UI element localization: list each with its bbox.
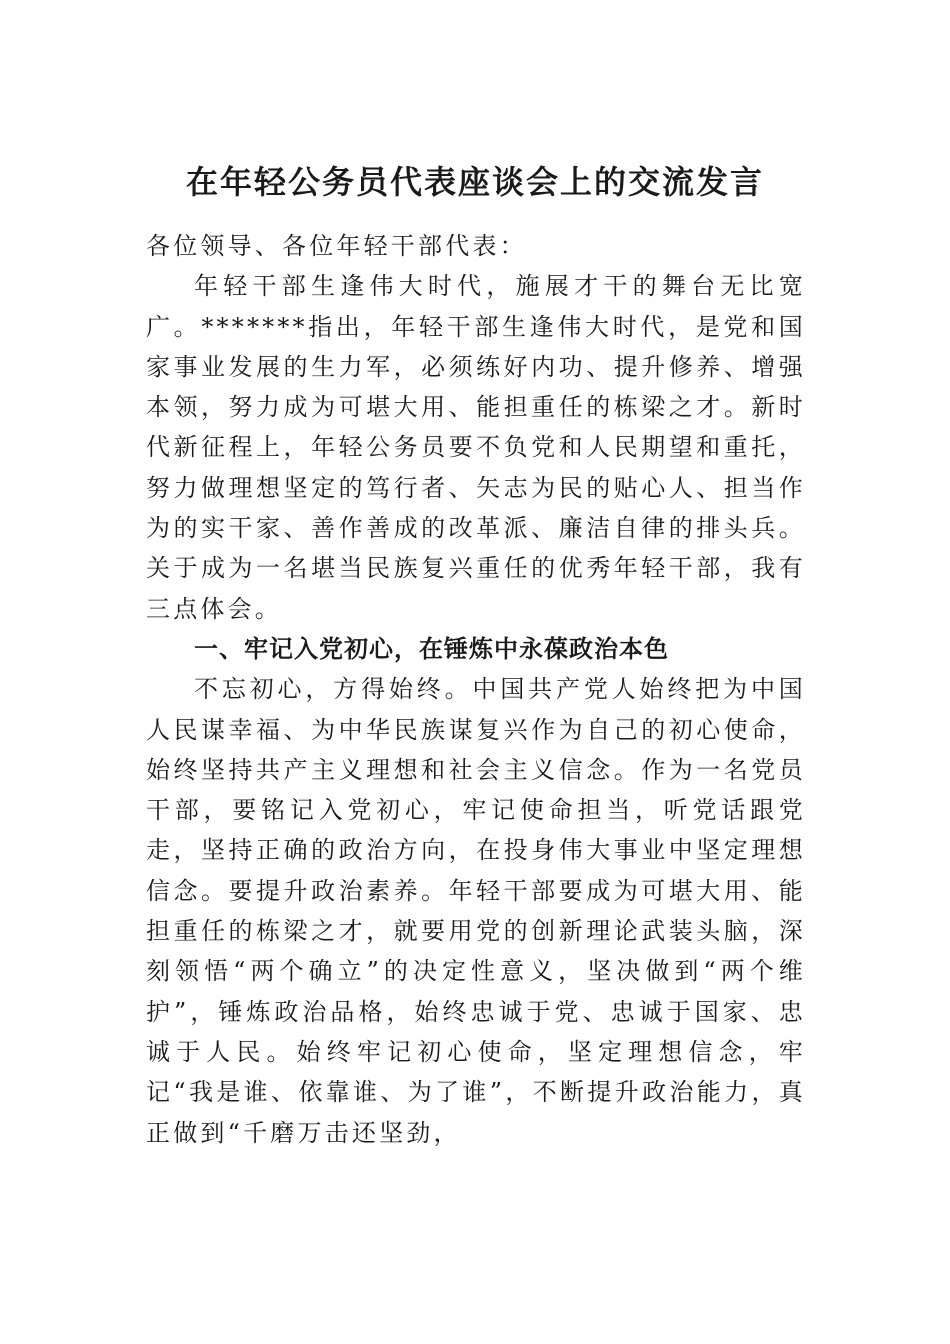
paragraph-section-1: 不忘初心，方得始终。中国共产党人始终把为中国人民谋幸福、为中华民族谋复兴作为自己的初心使命，始终坚持共产主义理想和社会主义信念。作为一名党员干部，要铭记入党初心，牢记使命担当，听党话跟党走，坚持正确的政治方向，在投身伟大事业中坚定理想信念。要提升政治素养。年轻干部要成为可堪大用、能担重任的栋梁之才，就要用党的创新理论武装头脑，深刻领悟“两个确立”的决定性意义，坚决做到“两个维护”，锤炼政治品格，始终忠诚于党、忠诚于国家、忠诚于人民。始终牢记初心使命，坚定理想信念，牢记“我是谁、依靠谁、为了谁”，不断提升政治能力，真正做到“千磨万击还坚劲， (146, 675, 806, 1147)
document-body (146, 226, 806, 1153)
document-title: 在年轻公务员代表座谈会上的交流发言 (185, 163, 764, 201)
paragraph-intro: 年轻干部生逢伟大时代，施展才干的舞台无比宽广。*******指出，年轻干部生逢伟大时代，是党和国家事业发展的生力军，必须练好内功、提升修养、增强本领，努力成为可堪大用、能担重任的栋梁之才。新时代新征程上，年轻公务员要不负党和人民期望和重托，努力做理想坚定的笃行者、矢志为民的贴心人、担当作为的实干家、善作善成的改革派、廉洁自律的排头兵。关于成为一名堪当民族复兴重任的优秀年轻干部，我有三点体会。 (146, 272, 806, 623)
section-heading-1: 一、牢记入党初心，在锤炼中永葆政治本色 (194, 634, 669, 663)
salutation: 各位领导、各位年轻干部代表： (146, 232, 527, 260)
